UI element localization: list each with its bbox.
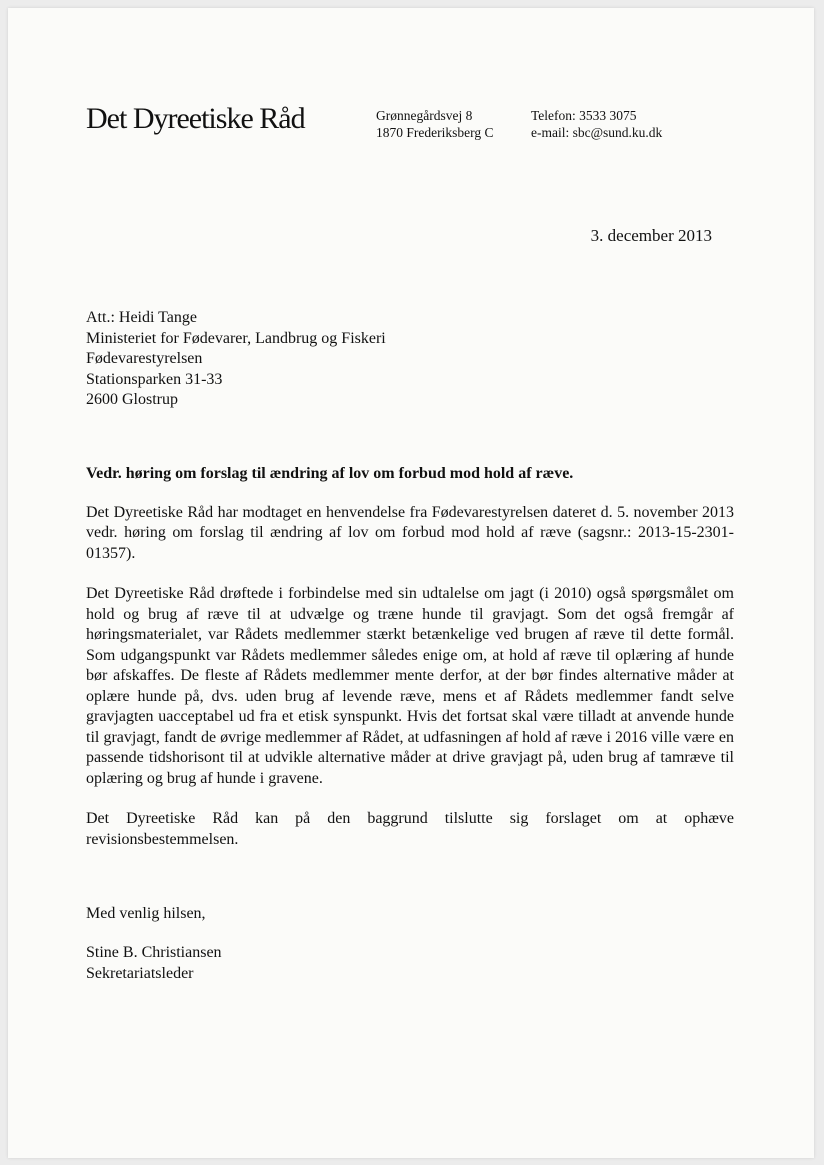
body-paragraph: Det Dyreetiske Råd drøftede i forbindelse med sin udtalelse om jagt (i 2010) også spørgsmålet om hold og brug af ræve til at udvælge og træne hunde til gravjagt. Som det også fremgår af høringsmaterialet, var Rådets medlemmer stærkt betænkelige ved brugen af ræve til dette formål. Som udgangspunkt var Rådets medlemmer således enige om, at hold af ræve til oplæring af hunde bør afskaffes. De fleste af Rådets medlemmer mente derfor, at der bør findes alternative måder at oplære hunde på, dvs. uden brug af levende ræve, mens et af Rådets medlemmer fandt selve gravjagten uacceptabel ud fra et etisk synspunkt. Hvis det fortsat skal være tilladt at anvende hunde til gravjagt, fandt de øvrige medlemmer af Rådet, at udfasningen af hold af ræve i 2016 ville være en passende tidshorisont til at udvikle alternative måder at drive gravjagt på, uden brug af tamræve til oplæring og brug af hunde i gravene. (86, 585, 734, 787)
signer-name: Stine B. Christiansen (86, 944, 222, 961)
recipient-block (86, 308, 386, 411)
recipient-line: Stationsparken 31-33 (86, 370, 223, 388)
organization-logo: Det Dyreetiske Råd (86, 102, 305, 135)
recipient-line: Att.: Heidi Tange (86, 309, 198, 326)
recipient-line: 2600 Glostrup (86, 391, 178, 408)
letter-page (8, 8, 814, 1158)
body-paragraph: Det Dyreetiske Råd kan på den baggrund tilslutte sig forslaget om at ophæve revisionsbestemmelsen. (86, 810, 734, 848)
address-street: Grønnegårdsvej 8 (376, 108, 473, 123)
letterhead-contact (531, 107, 662, 141)
body-paragraph: Det Dyreetiske Råd har modtaget en henvendelse fra Fødevarestyrelsen dateret d. 5. november 2013 vedr. høring om forslag til ændring af lov om forbud mod hold af ræve (sagsnr.: 2013-15-2301-01357). (86, 503, 734, 562)
letter-body (86, 464, 734, 870)
recipient-line: Ministeriet for Fødevarer, Landbrug og Fiskeri (86, 329, 386, 347)
letter-subject: Vedr. høring om forslag til ændring af lov om forbud mod hold af ræve. (86, 465, 574, 482)
signer-title: Sekretariatsleder (86, 964, 194, 982)
closing-salutation: Med venlig hilsen, (86, 905, 206, 922)
address-postcode: 1870 Frederiksberg C (376, 125, 494, 140)
contact-phone: Telefon: 3533 3075 (531, 108, 637, 123)
letterhead-address (376, 107, 494, 141)
recipient-line: Fødevarestyrelsen (86, 350, 203, 367)
letter-date: 3. december 2013 (590, 226, 712, 245)
contact-email: e-mail: sbc@sund.ku.dk (531, 125, 663, 140)
signature-block (86, 943, 222, 984)
